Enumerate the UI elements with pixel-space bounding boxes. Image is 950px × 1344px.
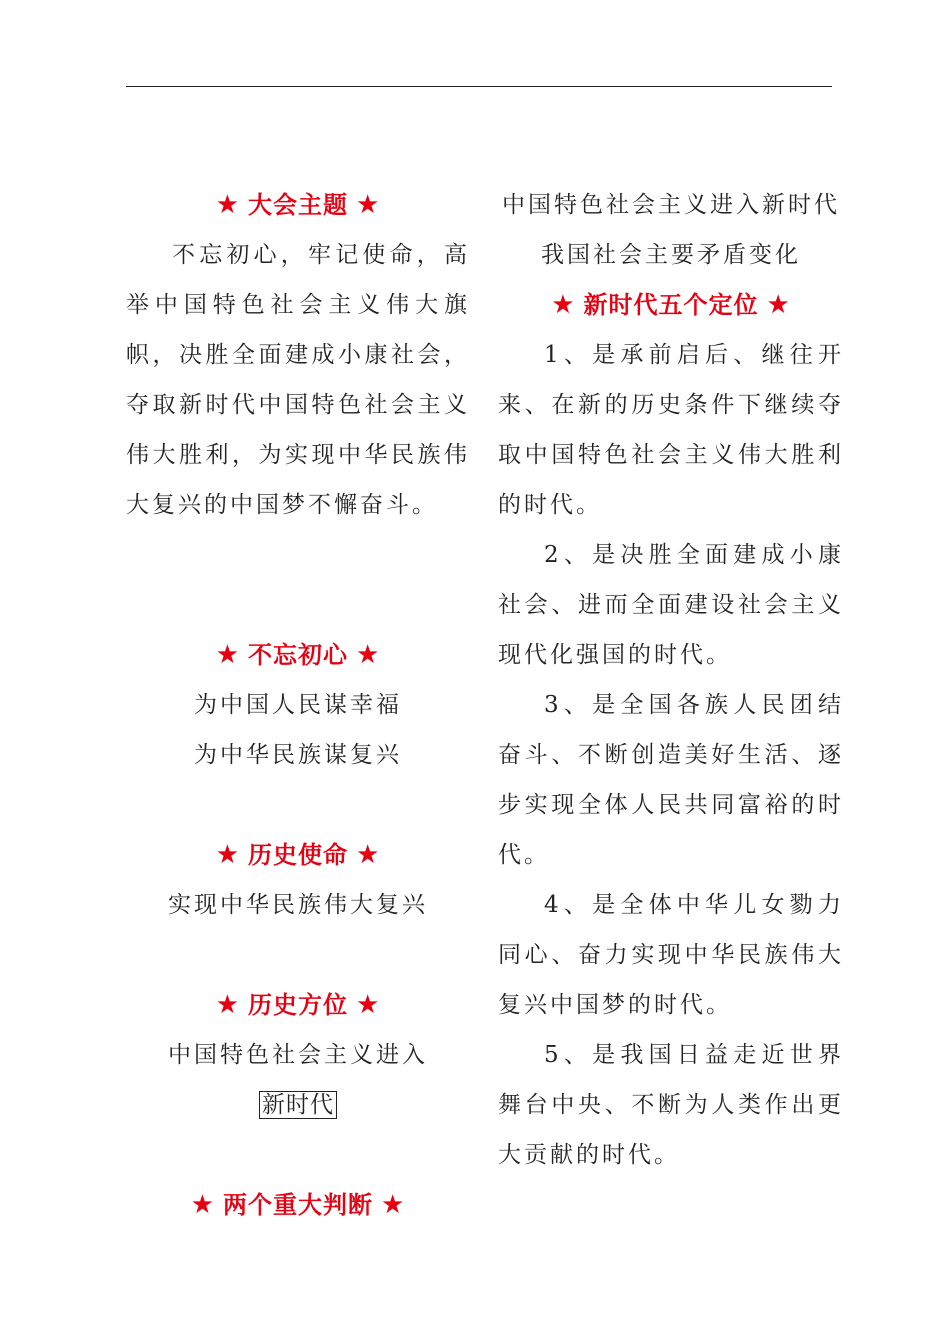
header-rule — [126, 86, 832, 87]
judgments-heading: ★ 两个重大判断 ★ — [190, 1190, 406, 1220]
star-icon: ★ — [190, 1190, 215, 1220]
left-column — [126, 180, 470, 1230]
star-icon: ★ — [215, 640, 240, 670]
right-column — [498, 180, 844, 1180]
positioning-heading: ★ 新时代五个定位 ★ — [551, 290, 791, 320]
position-text: 中国特色社会主义进入 — [168, 1042, 428, 1068]
star-icon: ★ — [551, 290, 576, 320]
positioning-item-2: 2、是决胜全面建成小康社会、进而全面建设社会主义现代化强国的时代。 — [498, 542, 844, 668]
mission-text: 实现中华民族伟大复兴 — [168, 892, 428, 918]
star-icon: ★ — [356, 640, 381, 670]
original-heading: ★ 不忘初心 ★ — [215, 640, 381, 670]
star-icon: ★ — [356, 190, 381, 220]
positioning-item-5: 5、是我国日益走近世界舞台中央、不断为人类作出更大贡献的时代。 — [498, 1042, 844, 1168]
judgment-line-1: 中国特色社会主义进入新时代 — [502, 192, 840, 218]
star-icon: ★ — [215, 190, 240, 220]
judgment-line-2: 我国社会主要矛盾变化 — [541, 242, 801, 268]
theme-heading: ★ 大会主题 ★ — [215, 190, 381, 220]
position-heading: ★ 历史方位 ★ — [215, 990, 381, 1020]
star-icon: ★ — [356, 990, 381, 1020]
star-icon: ★ — [766, 290, 791, 320]
positioning-item-1: 1、是承前启后、继往开来、在新的历史条件下继续夺取中国特色社会主义伟大胜利的时代。 — [498, 342, 844, 518]
original-line-2: 为中华民族谋复兴 — [194, 742, 402, 768]
original-line-1: 为中国人民谋幸福 — [194, 692, 402, 718]
theme-text: 不忘初心，牢记使命，高举中国特色社会主义伟大旗帜，决胜全面建成小康社会，夺取新时代中国特色社会主义伟大胜利，为实现中华民族伟大复兴的中国梦不懈奋斗。 — [126, 242, 470, 518]
star-icon: ★ — [356, 840, 381, 870]
mission-heading: ★ 历史使命 ★ — [215, 840, 381, 870]
star-icon: ★ — [215, 990, 240, 1020]
new-era-box: 新时代 — [259, 1091, 337, 1119]
positioning-item-4: 4、是全体中华儿女勠力同心、奋力实现中华民族伟大复兴中国梦的时代。 — [498, 892, 844, 1018]
position-boxed-line — [126, 1080, 470, 1130]
positioning-item-3: 3、是全国各族人民团结奋斗、不断创造美好生活、逐步实现全体人民共同富裕的时代。 — [498, 692, 844, 868]
star-icon: ★ — [381, 1190, 406, 1220]
star-icon: ★ — [215, 840, 240, 870]
